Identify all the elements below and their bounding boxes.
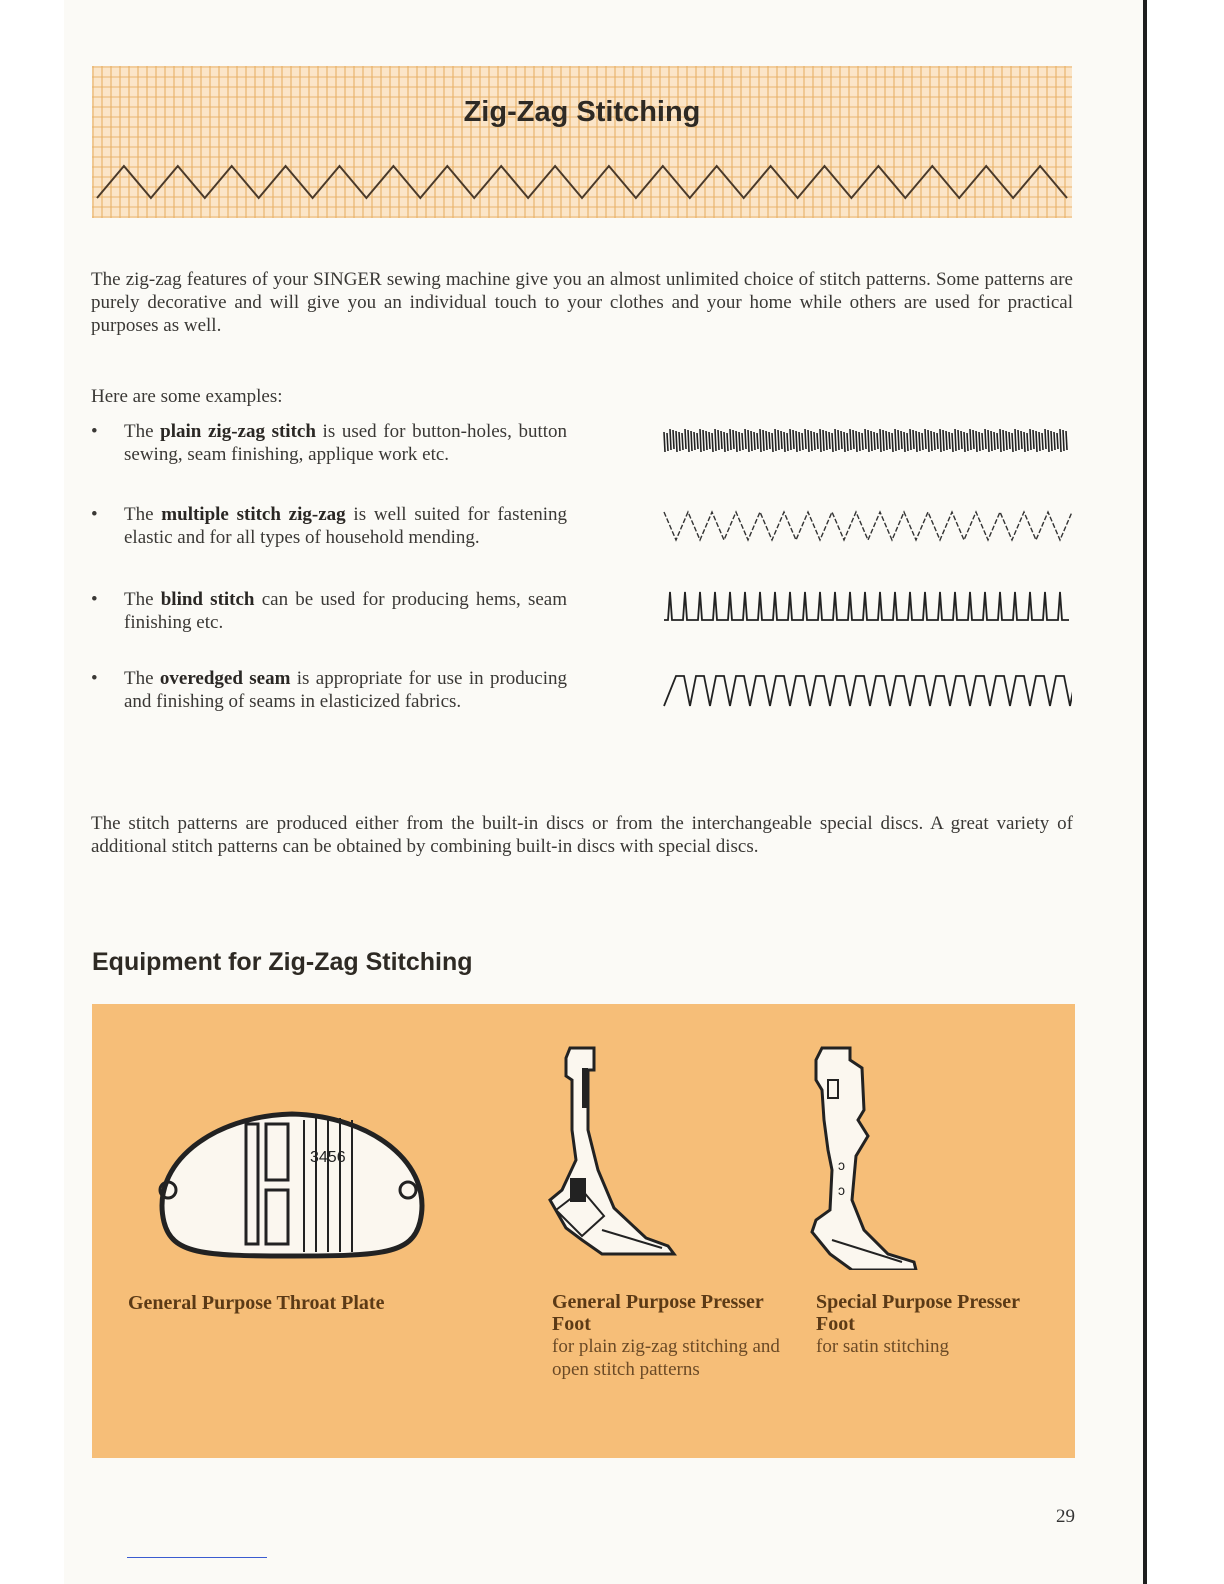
special-presser-foot-icon [802,1040,952,1270]
bullet-text: is appropriate for use in producing and finishing of seams in elasticized fabrics. [124,668,567,712]
list-item [91,588,567,634]
equipment-item [128,1292,508,1314]
bullet-text: The [124,668,160,689]
bullet-term: blind stitch [160,589,255,610]
footer-line [127,1557,267,1558]
bullet-term: plain zig-zag stitch [160,421,316,442]
bullet-text: The [124,504,162,525]
bullet-dot: • [91,504,98,525]
satin-stitch-icon [660,426,1072,456]
list-item [91,667,567,713]
page-number: 29 [1056,1506,1075,1527]
bullet-term: multiple stitch zig-zag [161,504,346,525]
page-title: Zig-Zag Stitching [463,96,701,128]
throat-plate-icon [142,1104,442,1274]
equipment-item-desc: for satin stitching [816,1336,949,1357]
svg-text:ɔ: ɔ [838,1157,845,1173]
equipment-item [816,1291,1046,1358]
intro-paragraph: The zig-zag features of your SINGER sewing machine give you an almost unlimited choice of stitch patterns. Some patterns are purely decorative and will give you an individual touch to your clothes and your home while others are used for practical purposes as well. [91,269,1073,336]
equipment-heading: Equipment for Zig-Zag Stitching [92,948,473,976]
bullet-dot: • [91,421,98,442]
outro-paragraph: The stitch patterns are produced either from the built-in discs or from the interchangeable special discs. A great variety of additional stitch patterns can be obtained by combining built-in discs with special discs. [91,813,1073,857]
equipment-panel [92,1004,1075,1458]
list-item [91,420,567,466]
multiple-zigzag-stitch-icon [660,506,1072,546]
equipment-item [552,1291,782,1381]
svg-text:ɔ: ɔ [838,1182,845,1198]
bullet-text: is well suited for fastening elastic and for all types of household mending. [124,504,568,548]
bullet-text: The [124,421,161,442]
equipment-item-name: General Purpose Throat Plate [128,1292,385,1314]
zigzag-stitch-icon [92,158,1072,208]
bullet-dot: • [91,589,98,610]
page-edge [1143,0,1147,1584]
examples-heading: Here are some examples: [91,386,283,407]
general-presser-foot-icon [542,1040,692,1264]
equipment-item-name: Special Purpose Presser Foot [816,1291,1020,1335]
plate-numbers: 3456 [310,1149,346,1166]
list-item [91,503,567,549]
title-banner [92,66,1072,218]
overedged-stitch-icon [660,670,1072,710]
bullet-text: can be used for producing hems, seam finishing etc. [124,589,568,633]
bullet-text: is used for button-holes, button sewing, seam finishing, applique work etc. [124,421,567,465]
bullet-text: The [124,589,161,610]
equipment-item-name: General Purpose Presser Foot [552,1291,764,1335]
bullet-dot: • [91,668,98,689]
blind-stitch-icon [660,586,1072,624]
equipment-item-desc: for plain zig-zag stitching and open stitch patterns [552,1336,780,1380]
bullet-term: overedged seam [159,668,291,689]
